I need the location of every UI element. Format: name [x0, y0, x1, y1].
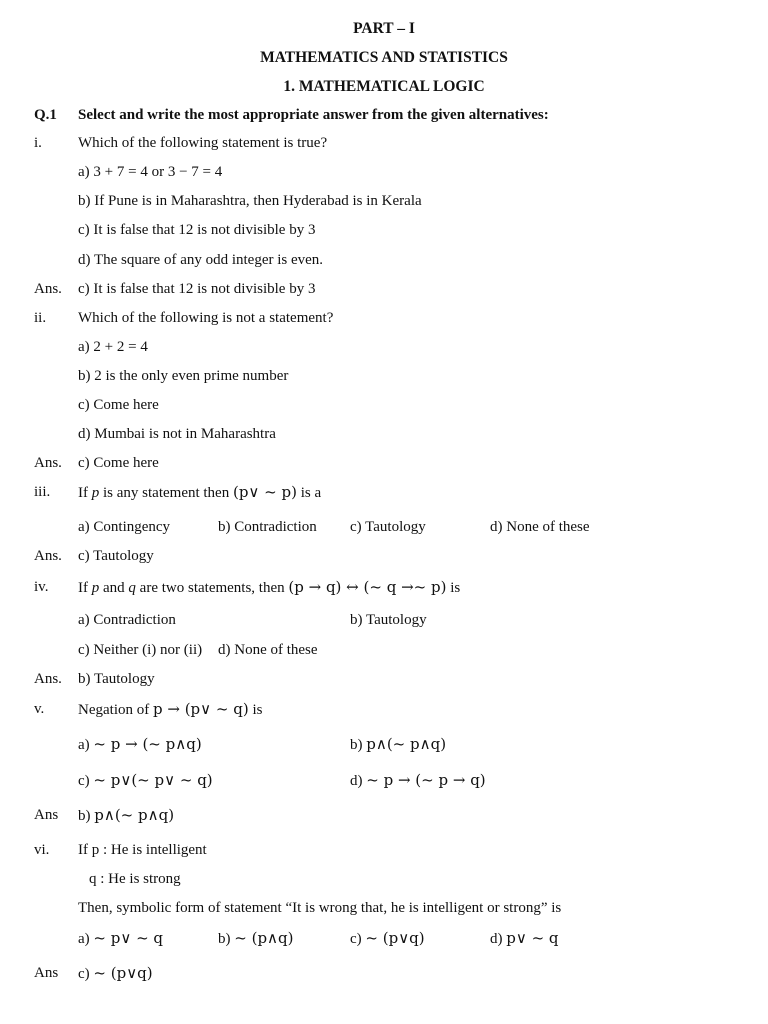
option-c: c) Neither (i) nor (ii)	[78, 642, 203, 658]
answer-text	[78, 966, 153, 982]
question-text: Which of the following statement is true?	[78, 135, 328, 151]
math-expression: ~ p∨ ~ q	[93, 929, 164, 947]
math-expression: p∧(~ p∧q)	[94, 806, 175, 824]
question-number: i.	[34, 135, 42, 151]
question-number: v.	[34, 701, 45, 717]
option-d: d) None of these	[218, 642, 318, 658]
answer-text	[78, 808, 174, 824]
option-label: d)	[350, 773, 363, 789]
answer-label: Ans.	[34, 671, 62, 687]
math-variable: q	[128, 580, 136, 596]
math-expression: (p∨ ~ p)	[232, 483, 297, 501]
option-a: a) Contradiction	[78, 612, 176, 628]
question-text: q : He is strong	[89, 871, 181, 887]
question-text-part: is a	[296, 485, 322, 501]
question-text-part: Negation of	[78, 702, 153, 718]
option-b: b) Contradiction	[218, 519, 317, 535]
question-number: ii.	[34, 310, 47, 326]
option-d: d) The square of any odd integer is even.	[78, 252, 324, 268]
question-text-part: is	[248, 702, 263, 718]
option-a	[78, 931, 163, 947]
option-a: a) Contingency	[78, 519, 171, 535]
option-b	[218, 931, 293, 947]
answer-label: Ans	[34, 807, 59, 823]
option-c	[78, 773, 213, 789]
option-label: a)	[78, 737, 90, 753]
math-expression: p∧(~ p∧q)	[366, 735, 447, 753]
math-variable: p	[91, 580, 100, 596]
option-label: c)	[78, 966, 90, 982]
option-d: d) Mumbai is not in Maharashtra	[78, 426, 276, 442]
answer-text: b) Tautology	[78, 671, 155, 687]
question-text-part: is	[446, 580, 461, 596]
option-b: b) 2 is the only even prime number	[78, 368, 289, 384]
option-label: a)	[78, 931, 90, 947]
option-b: b) If Pune is in Maharashtra, then Hyderabad is in Kerala	[78, 193, 422, 209]
option-c	[350, 931, 425, 947]
option-a	[78, 737, 202, 753]
answer-label: Ans	[34, 965, 59, 981]
option-c: c) It is false that 12 is not divisible by 3	[78, 222, 316, 238]
option-label: c)	[350, 931, 362, 947]
question-block-instruction: Select and write the most appropriate answer from the given alternatives:	[78, 107, 549, 123]
question-number: vi.	[34, 842, 50, 858]
math-expression: ~ p∨(~ p∨ ~ q)	[93, 771, 213, 789]
question-text: If p : He is intelligent	[78, 842, 207, 858]
math-expression: ~ p → (~ p → q)	[366, 771, 486, 789]
question-number: iii.	[34, 484, 51, 500]
part-heading: PART – I	[353, 20, 415, 37]
answer-text: c) Come here	[78, 455, 159, 471]
question-text	[78, 702, 262, 718]
math-expression: ~ (p∨q)	[365, 929, 425, 947]
option-d	[350, 773, 486, 789]
option-c: c) Come here	[78, 397, 159, 413]
math-variable: p	[91, 485, 100, 501]
math-expression: p → (p∨ ~ q)	[152, 700, 249, 718]
question-text	[78, 580, 460, 596]
option-a: a) 3 + 7 = 4 or 3 − 7 = 4	[78, 164, 223, 180]
math-expression: p∨ ~ q	[506, 929, 559, 947]
option-b: b) Tautology	[350, 612, 427, 628]
option-d: d) None of these	[490, 519, 590, 535]
question-text-part: If	[78, 485, 92, 501]
math-expression: ~ (p∧q)	[234, 929, 294, 947]
question-text-part: and	[99, 580, 129, 596]
option-label: c)	[78, 773, 90, 789]
option-label: d)	[490, 931, 503, 947]
subject-heading: MATHEMATICS AND STATISTICS	[260, 49, 508, 66]
chapter-heading: 1. MATHEMATICAL LOGIC	[283, 78, 485, 95]
option-label: b)	[218, 931, 231, 947]
option-label: b)	[78, 808, 91, 824]
question-block-label: Q.1	[34, 107, 57, 123]
question-number: iv.	[34, 579, 49, 595]
option-b	[350, 737, 446, 753]
question-text	[78, 485, 321, 501]
question-text-part: is any statement then	[99, 485, 233, 501]
math-expression: ~ (p∨q)	[93, 964, 153, 982]
question-text-part: If	[78, 580, 92, 596]
answer-label: Ans.	[34, 548, 62, 564]
option-label: b)	[350, 737, 363, 753]
option-c: c) Tautology	[350, 519, 426, 535]
answer-label: Ans.	[34, 455, 62, 471]
question-text: Which of the following is not a statement?	[78, 310, 334, 326]
answer-label: Ans.	[34, 281, 62, 297]
question-text: Then, symbolic form of statement “It is wrong that, he is intelligent or strong” is	[78, 900, 562, 916]
math-expression: ~ p → (~ p∧q)	[93, 735, 202, 753]
answer-text: c) Tautology	[78, 548, 154, 564]
math-expression: (p → q) ↔ (~ q →~ p)	[288, 578, 447, 596]
question-text-part: are two statements, then	[135, 580, 289, 596]
option-d	[490, 931, 559, 947]
answer-text: c) It is false that 12 is not divisible by 3	[78, 281, 316, 297]
option-a: a) 2 + 2 = 4	[78, 339, 148, 355]
